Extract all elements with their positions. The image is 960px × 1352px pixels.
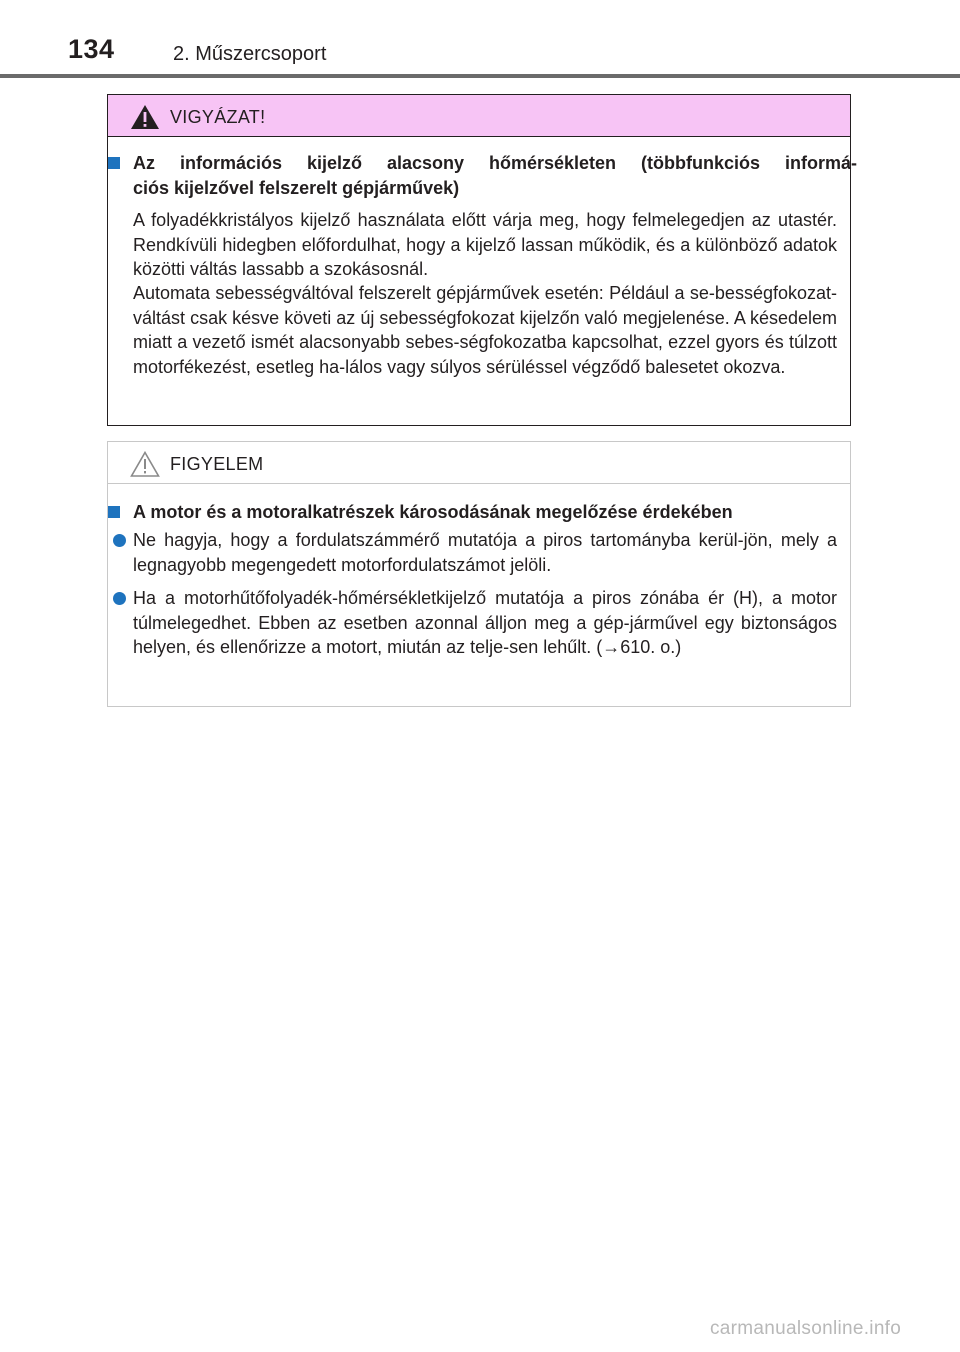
notice-section-title: A motor és a motoralkatrészek károsodásának megelőzése érdekében — [133, 500, 853, 525]
chapter-title: 2. Műszercsoport — [173, 43, 327, 65]
page-number: 134 — [68, 34, 115, 64]
section-square-marker — [108, 157, 120, 169]
warning-box — [107, 94, 857, 426]
warning-triangle-filled-icon — [130, 104, 160, 130]
notice-header — [108, 442, 850, 484]
notice-bullet-1: Ne hagyja, hogy a fordulatszámmérő mutatója a piros tartományba kerül-jön, mely a legnagyobb megengedett motorfordulatszámot jelöli. — [133, 528, 837, 577]
warning-triangle-outline-icon — [130, 451, 160, 477]
bullet-dot — [113, 592, 126, 605]
warning-paragraph-1: A folyadékkristályos kijelző használata előtt várja meg, hogy felmelegedjen az utastér. Rendkívüli hidegben előfordulhat, hogy a kijelző lassan működik, és a különböző adatok közötti váltás lassabb a szokásosnál. — [133, 210, 837, 279]
bullet-dot — [113, 534, 126, 547]
warning-title-line-1: Az információs kijelző alacsony hőmérsékleten (többfunkciós informá- — [133, 153, 857, 173]
notice-bullet-2: Ha a motorhűtőfolyadék-hőmérsékletkijelző mutatója a piros zónába ér (H), a motor túlmelegedhet. Ebben az esetben azonnal álljon meg a gép-járművel egy biztonságos helyen, és ellenőrizze a motort, miután az telje-sen lehűlt. (→610. o.) — [133, 586, 837, 660]
warning-header — [108, 95, 850, 137]
section-square-marker — [108, 506, 120, 518]
page-header — [0, 0, 960, 78]
warning-section-title — [133, 151, 857, 201]
notice-box — [107, 441, 851, 707]
warning-paragraph-2: Automata sebességváltóval felszerelt gépjárművek esetén: Például a se-bességfokozat-váltást csak késve követi az új sebességfokozat kijelzőn való megjelenése. A késedelem miatt a vezető ismét alacsonyabb sebes-ségfokozatba kapcsolhat, ezzel gyors és túlzott motorfékezést, esetleg ha-lálos vagy súlyos sérüléssel végződő balesetet okozva. — [133, 283, 837, 377]
notice-label: FIGYELEM — [170, 454, 264, 474]
warning-title-line-2: ciós kijelzővel felszerelt gépjárművek) — [133, 178, 460, 198]
footer-watermark: carmanualsonline.info — [710, 1318, 902, 1339]
warning-label: VIGYÁZAT! — [170, 107, 266, 127]
header-divider — [0, 74, 960, 78]
